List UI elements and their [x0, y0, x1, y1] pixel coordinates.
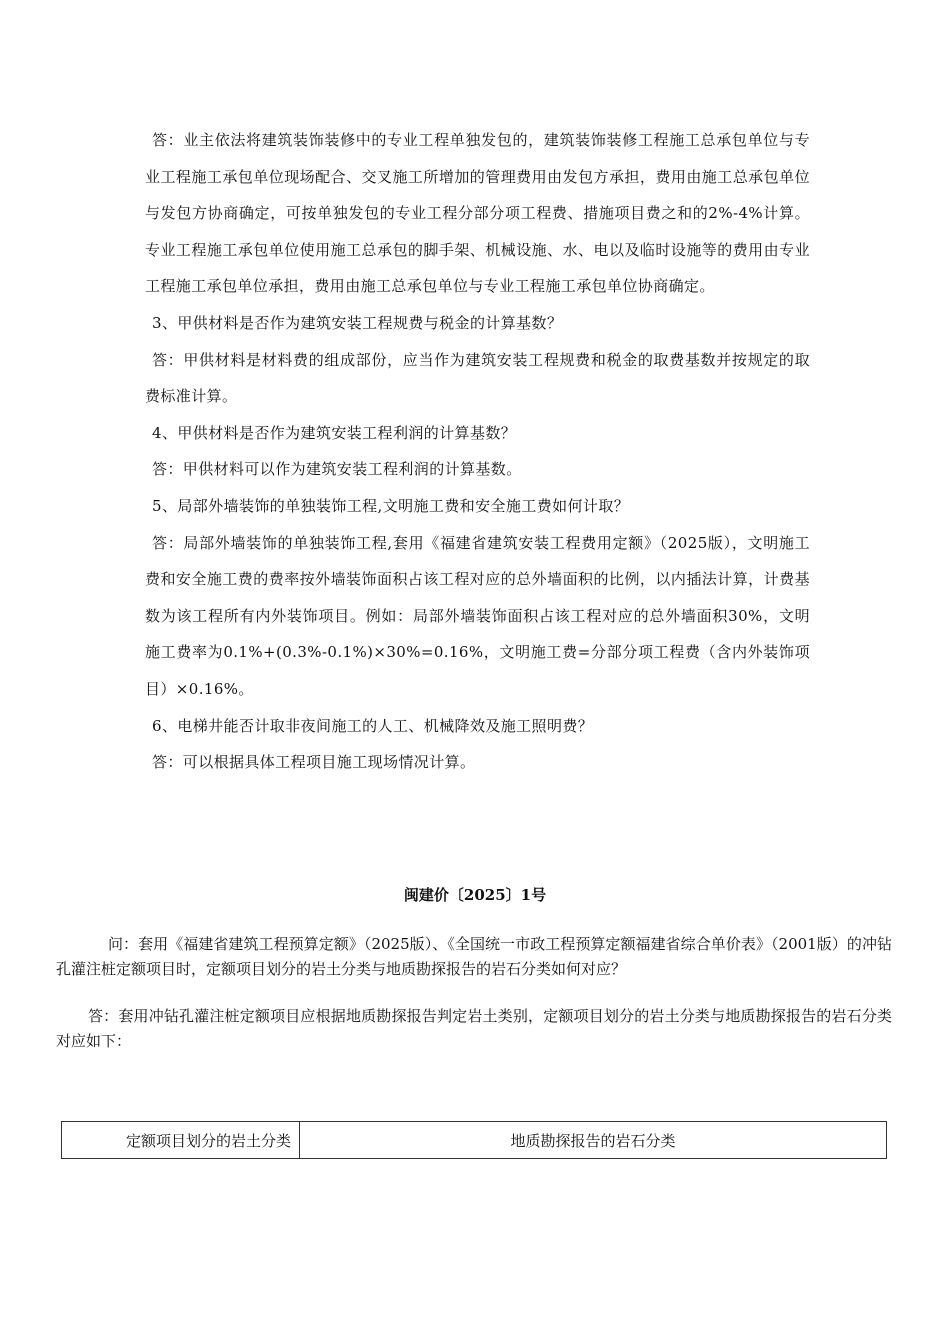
question-paragraph: 3、甲供材料是否作为建筑安装工程规费与税金的计算基数？	[152, 313, 563, 332]
answer-paragraph: 答：套用冲钻孔灌注桩定额项目应根据地质勘探报告判定岩土类别，定额项目划分的岩土分类与地质勘探报告的岩石分类对应如下：	[56, 1007, 892, 1050]
answer-paragraph: 答：甲供材料是材料费的组成部份，应当作为建筑安装工程规费和税金的取费基数并按规定的取费标准计算。	[145, 350, 810, 406]
document-number-heading: 闽建价〔2025〕1号	[403, 886, 547, 904]
table-header-cell: 地质勘探报告的岩石分类	[300, 1122, 887, 1159]
question-paragraph: 5、局部外墙装饰的单独装饰工程,文明施工费和安全施工费如何计取？	[152, 496, 630, 515]
table-header-row	[62, 1122, 887, 1159]
question-paragraph: 6、电梯井能否计取非夜间施工的人工、机械降效及施工照明费？	[152, 716, 594, 735]
faq-section	[145, 122, 810, 781]
answer-paragraph: 答：业主依法将建筑装饰装修中的专业工程单独发包的，建筑装饰装修工程施工总承包单位与专业工程施工承包单位现场配合、交叉施工所增加的管理费用由发包方承担，费用由施工总承包单位与发包方协商确定，可按单独发包的专业工程分部分项工程费、措施项目费之和的2%-4%计算。专业工程施工承包单位使用施工总承包的脚手架、机械设施、水、电以及临时设施等的费用由专业工程施工承包单位承担，费用由施工总承包单位与专业工程施工承包单位协商确定。	[145, 131, 810, 296]
question-paragraph: 4、甲供材料是否作为建筑安装工程利润的计算基数？	[152, 423, 517, 442]
answer-paragraph: 答：局部外墙装饰的单独装饰工程,套用《福建省建筑安装工程费用定额》（2025版），文明施工费和安全施工费的费率按外墙装饰面积占该工程对应的总外墙面积的比例，以内插法计算，计费基数为该工程所有内外装饰项目。例如：局部外墙装饰面积占该工程对应的总外墙面积30%，文明施工费率为0.1%+(0.3%-0.1%)×30%=0.16%，文明施工费=分部分项工程费（含内外装饰项目）×0.16%。	[145, 533, 810, 698]
question-paragraph: 问：套用《福建省建筑工程预算定额》（2025版）、《全国统一市政工程预算定额福建省综合单价表》（2001版）的冲钻孔灌注桩定额项目时，定额项目划分的岩土分类与地质勘探报告的岩石分类如何对应？	[56, 935, 892, 978]
answer-paragraph: 答：甲供材料可以作为建筑安装工程利润的计算基数。	[152, 460, 522, 479]
answer-paragraph: 答：可以根据具体工程项目施工现场情况计算。	[152, 753, 476, 772]
classification-table	[61, 1121, 887, 1159]
table-header-cell: 定额项目划分的岩土分类	[62, 1122, 300, 1159]
